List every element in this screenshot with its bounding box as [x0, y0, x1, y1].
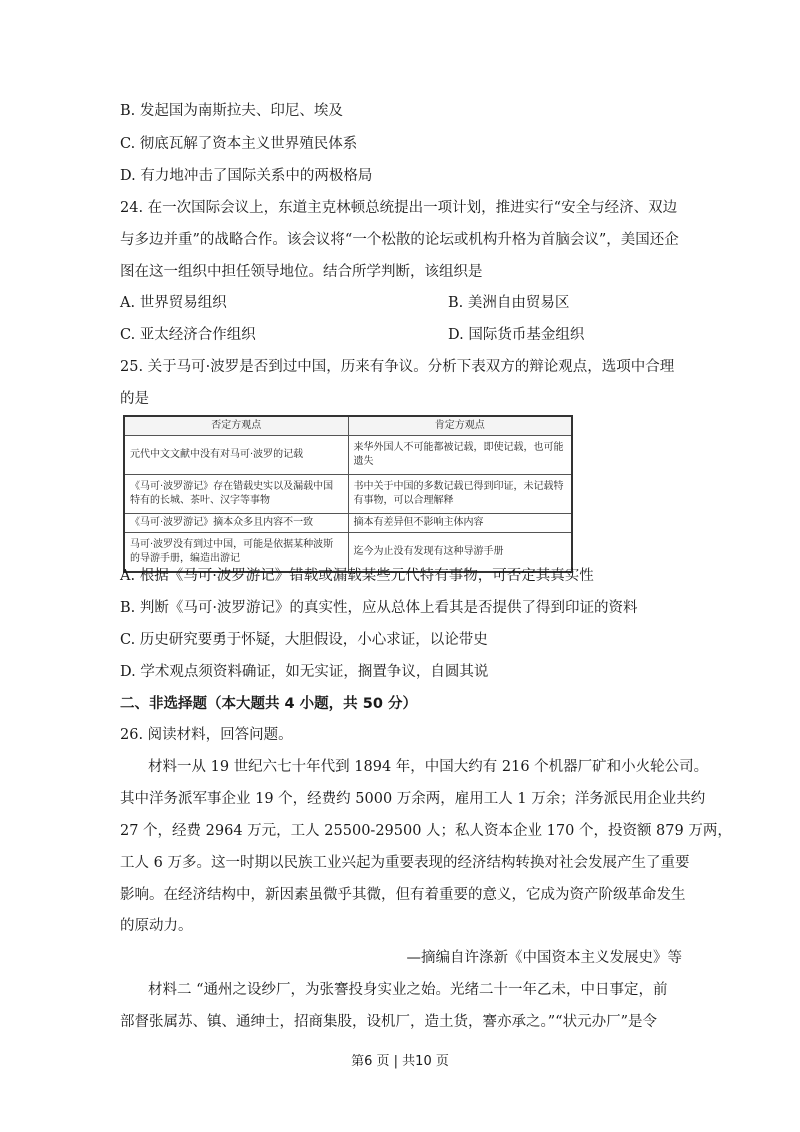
q24-option-b: B. 美洲自由贸易区: [448, 295, 570, 311]
q24-stem-line-1: 24. 在一次国际会议上，东道主克林顿总统提出一项计划，推进实行“安全与经济、双边: [120, 200, 678, 216]
table-header-negative: 否定方观点: [124, 416, 348, 436]
material-1-source: —摘编自许涤新《中国资本主义发展史》等: [406, 950, 682, 966]
material-1-line: 的原动力。: [120, 918, 193, 934]
q25-option-b: B. 判断《马可·波罗游记》的真实性，应从总体上看其是否提供了得到印证的资料: [120, 600, 638, 616]
q23-option-b: B. 发起国为南斯拉夫、印尼、埃及: [120, 103, 343, 119]
table-cell: 《马可·波罗游记》摘本众多且内容不一致: [124, 514, 348, 533]
page-footer: 第6 页 | 共10 页: [351, 1054, 449, 1069]
q25-option-c: C. 历史研究要勇于怀疑，大胆假设，小心求证，以论带史: [120, 632, 488, 648]
table-row: [124, 514, 572, 533]
table-row: [124, 436, 572, 475]
q25-option-a: A. 根据《马可·波罗游记》错载或漏载某些元代特有事物，可否定其真实性: [120, 568, 594, 584]
q25-option-d: D. 学术观点须资料确证，如无实证，搁置争议，自圆其说: [120, 664, 489, 680]
material-1-line: 影响。在经济结构中，新因素虽微乎其微，但有着重要的意义，它成为资产阶级革命发生: [120, 887, 686, 903]
section-title: 二、非选择题（本大题共 4 小题，共 50 分）: [120, 696, 417, 712]
q24-option-a: A. 世界贸易组织: [120, 295, 227, 311]
material-1-line: 工人 6 万多。这一时期以民族工业兴起为重要表现的经济结构转换对社会发展产生了重要: [120, 855, 690, 871]
q23-option-d: D. 有力地冲击了国际关系中的两极格局: [120, 168, 373, 184]
material-1-line: 材料一从 19 世纪六七十年代到 1894 年，中国大约有 216 个机器厂矿和小火轮公司。: [148, 759, 709, 775]
table-cell: 来华外国人不可能都被记载，即使记载，也可能遗失: [348, 436, 572, 475]
material-1-line: 27 个，经费 2964 万元，工人 25500-29500 人；私人资本企业 170 个，投资额 879 万两，: [120, 823, 732, 839]
q25-stem-line-2: 的是: [120, 391, 149, 407]
q24-option-d: D. 国际货币基金组织: [448, 327, 585, 343]
q24-option-c: C. 亚太经济合作组织: [120, 327, 256, 343]
table-cell: 书中关于中国的多数记载已得到印证，未记载特有事物，可以合理解释: [348, 475, 572, 514]
table-cell: 元代中文文献中没有对马可·波罗的记载: [124, 436, 348, 475]
q24-stem-line-3: 图在这一组织中担任领导地位。结合所学判断，该组织是: [120, 264, 483, 280]
table-cell: 迄今为止没有发现有这种导游手册: [348, 533, 572, 573]
table-header-positive: 肯定方观点: [348, 416, 572, 436]
material-1-line: 其中洋务派军事企业 19 个，经费约 5000 万余两，雇用工人 1 万余；洋务派民用企业共约: [120, 791, 706, 807]
q23-option-c: C. 彻底瓦解了资本主义世界殖民体系: [120, 136, 358, 152]
q25-stem-line-1: 25. 关于马可·波罗是否到过中国，历来有争议。分析下表双方的辩论观点，选项中合理: [120, 359, 675, 375]
table-cell: 摘本有差异但不影响主体内容: [348, 514, 572, 533]
q26-intro: 26. 阅读材料，回答问题。: [120, 727, 293, 743]
material-2-line: 部督张属苏、镇、通绅士，招商集股，设机厂，造土货，謇亦承之。”“状元办厂”是令: [120, 1014, 657, 1030]
table-cell: 《马可·波罗游记》存在错载史实以及漏载中国特有的长城、茶叶、汉字等事物: [124, 475, 348, 514]
material-2-line: 材料二 “通州之设纱厂，为张謇投身实业之始。光绪二十一年乙未，中日事定，前: [148, 982, 668, 998]
table-cell: 马可·波罗没有到过中国，可能是依据某种波斯的导游手册，编造出游记: [124, 533, 348, 573]
debate-table: [123, 415, 573, 573]
table-row: [124, 475, 572, 514]
table-header-row: [124, 416, 572, 436]
q24-stem-line-2: 与多边并重”的战略合作。该会议将“一个松散的论坛或机构升格为首脑会议”，美国还企: [120, 232, 679, 248]
